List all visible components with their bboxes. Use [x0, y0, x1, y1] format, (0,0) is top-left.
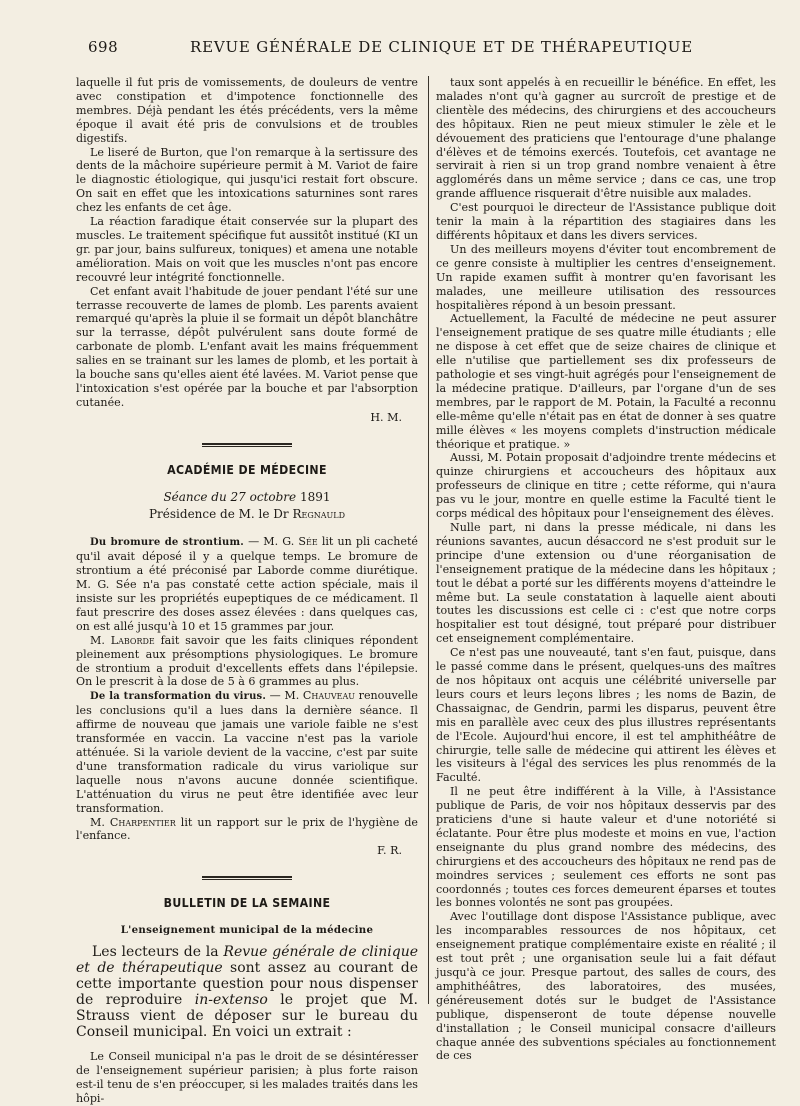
presidence-line [76, 508, 418, 522]
charpentier-item [76, 816, 418, 844]
bulletin-heading: BULLETIN DE LA SEMAINE [163, 895, 331, 911]
right-column [436, 76, 776, 1063]
right-paragraph-2: C'est pourquoi le directeur de l'Assistance publique doit tenir la main à la répartition des stagiaires dans les différents hôpitaux et dans les divers services. [436, 201, 776, 242]
right-paragraph-5: Aussi, M. Potain proposait d'adjoindre trente médecins et quinze chirurgiens et accoucheurs des hôpitaux aux professeurs de clinique en titre ; cette réforme, qui n'aura pas vu le jour, montre en quelle estime la Faculté tient le corps médical des hôpitaux pour l'enseignement des élèves. [436, 451, 776, 521]
in-extenso: in-extenso [194, 992, 268, 1009]
virus-text: renouvelle les conclusions qu'il a lues dans la dernière séance. Il affirme de nouveau que jamais une variole faible ne s'est transformée en vaccin. La vaccine n'est pas la variole atténuée. Si la variole devient de la vaccine, c'est par suite d'une transformation radicale du virus variolique sur laquelle nous n'avons aucune donnée scientifique. L'atténuation du virus ne peut être identifiée avec leur transformation. [76, 689, 418, 815]
right-paragraph-6: Nulle part, ni dans la presse médicale, ni dans les réunions savantes, aucun désaccord ne s'est produit sur le principe d'une extension ou d'une réorganisation de l'enseignement pratique de la médecine dans les hôpitaux ; tout le débat a porté sur les différents moyens d'atteindre le même but. La seule constatation à laquelle aient abouti toutes les discussions est celle ci : c'est que notre corps hospitalier est tout désigné, tout préparé pour distribuer cet enseignement complémentaire. [436, 521, 776, 646]
left-column [76, 76, 418, 1106]
seance-line [76, 491, 418, 505]
virus-dash: — M. [266, 689, 300, 703]
president-name: Regnauld [292, 507, 346, 522]
right-paragraph-7: Ce n'est pas une nouveauté, tant s'en faut, puisque, dans le passé comme dans le présent, quelques-uns des maîtres de nos hôpitaux ont acquis une célébrité universelle par leurs cours et leurs leçons libres ; les noms de Bazin, de Chassaignac, de Gendrin, parmi les disparus, peuvent être mis en parallèle avec ceux des plus illustres représentants de l'Ecole. Aujourd'hui encore, il est tel amphithéâtre de chirurgie, telle salle de médecine qui attirent les élèves et les visiteurs à l'égal des services les plus renommés de la Faculté. [436, 646, 776, 785]
intro-signature: H. M. [370, 410, 402, 424]
intro-paragraph-3: La réaction faradique était conservée sur la plupart des muscles. Le traitement spécifique fut aussitôt institué (KI un gr. par jour, bains sulfureux, toniques) et amena une notable amélioration. Mais on voit que les muscles n'ont pas encore recouvré leur intégrité fonctionnelle. [76, 215, 418, 284]
lead-text-3: le projet que M. Strauss vient de déposer sur le bureau du Conseil municipal. En voici un extrait : [76, 992, 418, 1041]
academie-heading: ACADÉMIE DE MÉDECINE [167, 461, 327, 477]
laborde-name: Laborde [110, 633, 155, 647]
bulletin-subheading: L'enseignement municipal de la médecine [120, 924, 374, 937]
seance-date: 27 octobre [230, 489, 297, 504]
right-paragraph-1: taux sont appelés à en recueillir le bénéfice. En effet, les malades n'ont qu'à gagner au surcroît de prestige et de clientèle des médecins, des chirurgiens et des accoucheurs des hôpitaux. Rien ne peut mieux stimuler le zèle et le dévouement des praticiens que l'entourage d'une phalange d'élèves et de témoins exercés. Toutefois, cet avantage ne servirait à rien si un trop grand nombre venaient à être agglomérés dans un même service ; dans ce cas, une trop grande affluence risquerait d'être nuisible aux malades. [436, 76, 776, 201]
right-paragraph-4: Actuellement, la Faculté de médecine ne peut assurer l'enseignement pratique de ses quatre mille étudiants ; elle ne dispose à cet effet que de seize chaires de clinique et elle n'utilise que partiellement ses dix professeurs de pathologie et ses vingt-huit agrégés pour l'enseignement de la médecine pratique. D'ailleurs, par l'organe d'un de ses membres, par le rapport de M. Potain, la Faculté a reconnu elle-même qu'elle n'était pas en état de donner à ses quatre mille élèves « les moyens complets d'instruction médicale théorique et pratique. » [436, 312, 776, 451]
presidence-prefix: Présidence de M. le Dr [148, 507, 289, 522]
lead-text-1: Les lecteurs de la [92, 944, 224, 961]
intro-paragraph-4: Cet enfant avait l'habitude de jouer pendant l'été sur une terrasse recouverte de lames de plomb. Les parents avaient remarqué qu'après la pluie il se formait un dépôt blanchâtre sur la terrasse, dépôt pulvérulent sans doute formé de carbonate de plomb. L'enfant avait les mains fréquemment salies en se trainant sur les lames de plomb, et les portait à la bouche sans qu'elles aient été lavées. M. Variot pense que l'intoxication s'est opérée par la bouche et par l'absorption cutanée. [76, 284, 418, 409]
strontium-text: lit un pli cacheté qu'il avait déposé il y a quelque temps. Le bromure de strontium a été préconisé par Laborde comme diurétique. M. G. Sée n'a pas constaté cette action spéciale, mais il insiste sur les propriétés eupeptiques de ce médicament. Il faut prescrire des doses assez élevées : dans quelques cas, on est allé jusqu'à 10 et 15 grammes par jour. [76, 535, 418, 633]
page-number: 698 [88, 38, 119, 56]
charpentier-text: lit un rapport sur le prix de l'hygiène de l'enfance. [76, 815, 418, 843]
running-head: REVUE GÉNÉRALE DE CLINIQUE ET DE THÉRAPEUTIQUE [190, 38, 693, 56]
laborde-item [76, 634, 418, 690]
section-rule [202, 443, 292, 447]
lead-text-2: sont assez au courant de cette importante question pour nous dispenser de reproduire [76, 960, 418, 1009]
section-rule [202, 876, 292, 880]
right-paragraph-8: Il ne peut être indifférent à la Ville, à l'Assistance publique de Paris, de voir nos hôpitaux desservis par des praticiens d'une si haute valeur et d'une notoriété si éclatante. Pour être plus modeste et moins en vue, l'action enseignante du plus grand nombre des médecins, des chirurgiens et des accoucheurs des hôpitaux ne rend pas de moindres services ; seulement ces efforts ne sont pas coordonnés ; toutes ces forces demeurent éparses et toutes les bonnes volontés ne sont pas groupées. [436, 785, 776, 910]
intro-paragraph-2: Le liseré de Burton, que l'on remarque à la sertissure des dents de la mâchoire supérieure permit à M. Variot de faire le diagnostic étiologique, qui jusqu'ici restait fort obscure. On sait en effet que les intoxications saturnines sont rares chez les enfants de cet âge. [76, 145, 418, 215]
right-paragraph-9: Avec l'outillage dont dispose l'Assistance publique, avec les incomparables ressources de nos hôpitaux, cet enseignement pratique complémentaire existe en réalité ; il est tout prêt ; une organisation seule lui a fait défaut jusqu'à ce jour. Presque partout, des salles de cours, des amphithéâtres, des laboratoires, des musées, généreusement dotés sur le budget de l'Assistance publique, dispenseront de toute dépense nouvelle d'installation ; le Conseil municipal consacre d'ailleurs chaque année des subventions spéciales au fonctionnement de ces [436, 910, 776, 1063]
column-rule [428, 76, 429, 1004]
seance-label: Séance du [163, 489, 227, 504]
quote-start: Le Conseil municipal n'a pas le droit de se désintéresser de l'enseignement supérieur parisien; à plus forte raison est-il tenu de s'en préoccuper, si les malades traités dans les hôpi- [76, 1050, 418, 1105]
virus-item [76, 689, 418, 815]
strontium-dash: — M. G. [243, 535, 295, 549]
strontium-title: Du bromure de strontium. [90, 537, 244, 549]
strontium-item [76, 535, 418, 633]
bulletin-lead [76, 944, 418, 1040]
virus-title: De la transformation du virus. [90, 691, 267, 703]
right-paragraph-3: Un des meilleurs moyens d'éviter tout encombrement de ce genre consiste à multiplier les centres d'enseignement. Un rapide examen suffit à montrer qu'en favorisant les malades, une meilleure utilisation des ressources hospitalières répond à un besoin pressant. [436, 242, 776, 312]
academie-signature: F. R. [377, 844, 402, 858]
seance-year: 1891 [299, 489, 331, 504]
intro-paragraph-1: laquelle il fut pris de vomissements, de douleurs de ventre avec constipation et d'impotence fonctionnelle des membres. Déjà pendant les étés précédents, vers la même époque il avait été pris de convulsions et de troubles digestifs. [76, 76, 418, 145]
virus-speaker: Chauveau [302, 689, 356, 703]
strontium-speaker: Sée [298, 535, 318, 549]
charpentier-prefix: M. [90, 815, 105, 829]
journal-title: Revue générale de clinique et de thérapeutique [76, 944, 418, 977]
laborde-prefix: M. [90, 633, 105, 647]
laborde-text: fait savoir que les faits cliniques répondent pleinement aux présomptions physiologiques. Le bromure de strontium a produit d'excellents effets dans l'épilepsie. On le prescrit à la dose de 5 à 6 grammes au plus. [76, 633, 419, 689]
charpentier-name: Charpentier [109, 815, 176, 829]
